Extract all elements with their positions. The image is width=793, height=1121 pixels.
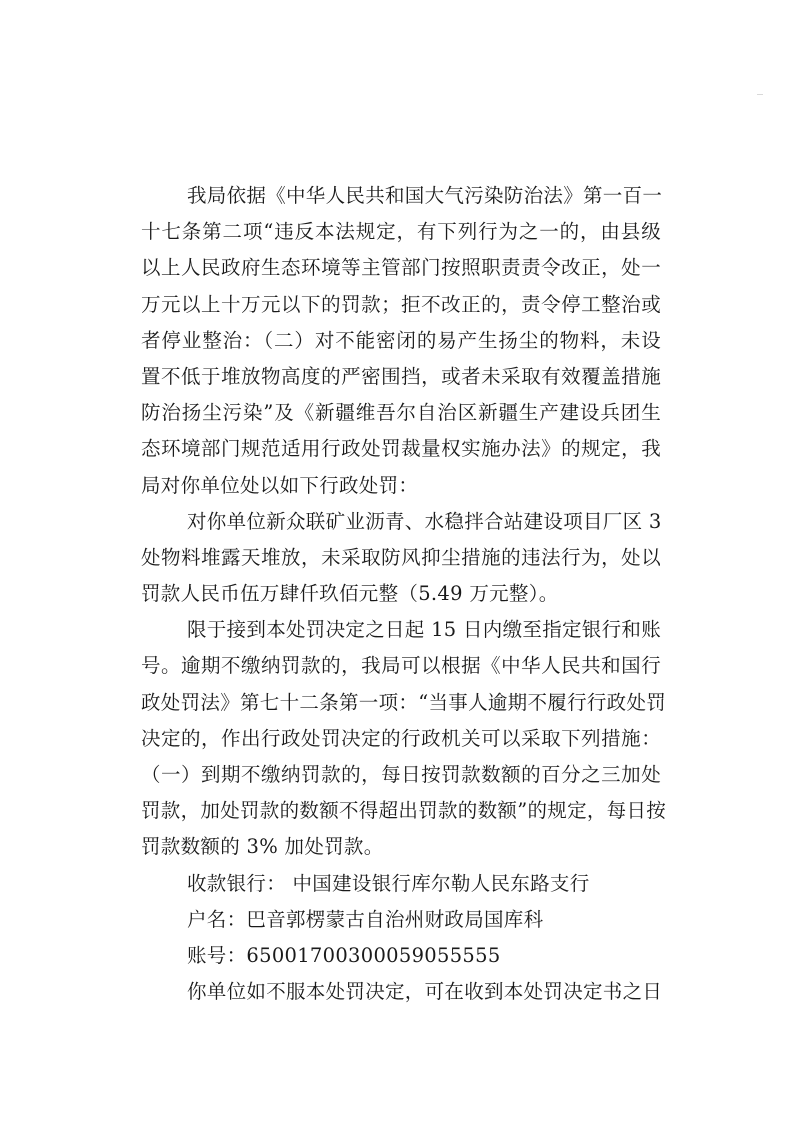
paragraph-line: 你单位如不服本处罚决定，可在收到本处罚决定书之日 bbox=[187, 980, 663, 1004]
paragraph-line: 防治扬尘污染”及《新疆维吾尔自治区新疆生产建设兵团生 bbox=[141, 401, 661, 425]
document-body bbox=[141, 178, 667, 1010]
paragraph-line: 罚款，加处罚款的数额不得超出罚款的数额”的规定，每日按 bbox=[141, 799, 667, 823]
paragraph-line: 对你单位新众联矿业沥青、水稳拌合站建设项目厂区 3 bbox=[187, 509, 662, 533]
paragraph-line: 罚款数额的 3% 加处罚款。 bbox=[141, 835, 384, 859]
account-number-line: 账号：65001700300059055555 bbox=[187, 943, 501, 967]
paragraph-line: 万元以上十万元以下的罚款；拒不改正的，责令停工整治或 bbox=[141, 292, 661, 316]
scan-mark bbox=[757, 94, 763, 95]
account-name-line: 户名：巴音郭楞蒙古自治州财政局国库科 bbox=[187, 907, 544, 931]
paragraph-line: 处物料堆露天堆放，未采取防风抑尘措施的违法行为，处以 bbox=[141, 545, 661, 569]
paragraph-line: 以上人民政府生态环境等主管部门按照职责责令改正，处一 bbox=[141, 256, 661, 280]
paragraph-line: （一）到期不缴纳罚款的，每日按罚款数额的百分之三加处 bbox=[141, 763, 661, 786]
paragraph-line: 罚款人民币伍万肆仟玖佰元整（5.49 万元整）。 bbox=[141, 582, 559, 606]
paragraph-line: 决定的，作出行政处罚决定的行政机关可以采取下列措施： bbox=[141, 726, 661, 750]
paragraph-line: 限于接到本处罚决定之日起 15 日内缴至指定银行和账 bbox=[187, 618, 662, 642]
paragraph-line: 态环境部门规范适用行政处罚裁量权实施办法》的规定，我 bbox=[141, 437, 661, 461]
paragraph-line: 者停业整治：（二）对不能密闭的易产生扬尘的物料，未设 bbox=[141, 328, 661, 352]
paragraph-line: 我局依据《中华人民共和国大气污染防治法》第一百一 bbox=[187, 184, 663, 207]
paragraph-line: 号。逾期不缴纳罚款的，我局可以根据《中华人民共和国行 bbox=[141, 654, 661, 678]
paragraph-line: 政处罚法》第七十二条第一项：“当事人逾期不履行行政处罚 bbox=[141, 690, 667, 714]
paragraph-line: 十七条第二项“违反本法规定，有下列行为之一的，由县级 bbox=[141, 220, 661, 244]
paragraph-line: 置不低于堆放物高度的严密围挡，或者未采取有效覆盖措施 bbox=[141, 364, 661, 388]
bank-name-line: 收款银行： 中国建设银行库尔勒人民东路支行 bbox=[187, 871, 590, 895]
paragraph-line: 局对你单位处以如下行政处罚： bbox=[141, 473, 419, 497]
